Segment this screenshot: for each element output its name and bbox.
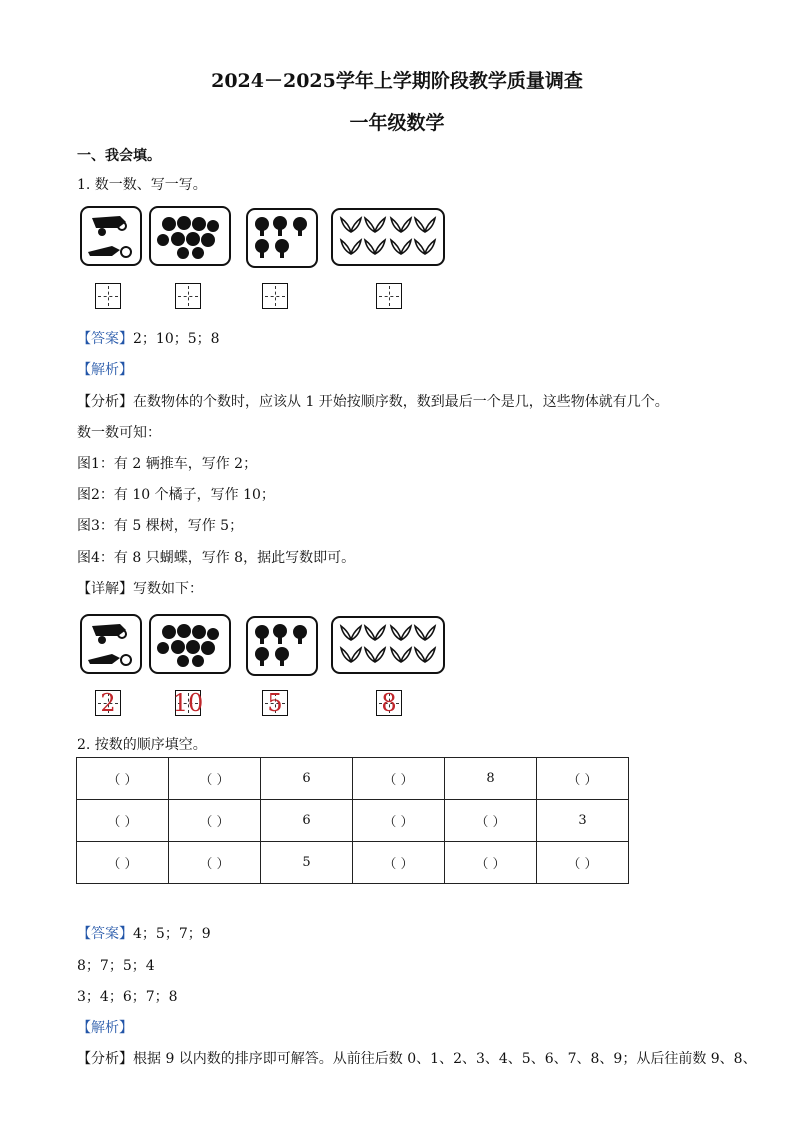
- butterfly-icon: [333, 618, 443, 672]
- writing-grid[interactable]: [262, 283, 288, 309]
- table-cell: 5: [261, 842, 353, 884]
- q1-line: 图3：有 5 棵树，写作 5；: [77, 518, 244, 534]
- q2-answer-line: 8；7；5；4: [77, 958, 155, 974]
- q1-line: 数一数可知：: [77, 425, 161, 441]
- q2-answer-line: 3；4；6；7；8: [77, 989, 178, 1005]
- q1-detail: 【详解】写数如下：: [77, 581, 203, 597]
- orange-icon: [151, 208, 229, 264]
- table-cell[interactable]: （ ）: [445, 842, 537, 884]
- filled-number: 10: [172, 689, 204, 717]
- q1-prompt: 1. 数一数、写一写。: [77, 177, 207, 193]
- page-subtitle: 一年级数学: [349, 112, 445, 134]
- page-title: 2024－2025学年上学期阶段教学质量调查: [211, 70, 583, 92]
- q1-line: 图2：有 10 个橘子，写作 10；: [77, 487, 275, 503]
- cart-icon: [82, 616, 140, 672]
- orange-icon: [151, 616, 229, 672]
- table-cell[interactable]: （ ）: [353, 758, 445, 800]
- filled-number: 5: [267, 689, 283, 717]
- filled-grid: [95, 690, 121, 716]
- q1-answer: [77, 328, 220, 348]
- table-cell[interactable]: （ ）: [537, 758, 629, 800]
- tree-icon: [248, 210, 316, 266]
- answer-tag: 【答案】: [77, 331, 133, 347]
- table-cell: 3: [537, 800, 629, 842]
- table-cell[interactable]: （ ）: [353, 800, 445, 842]
- filled-number: 2: [100, 689, 116, 717]
- cart-icon: [82, 208, 140, 264]
- table-cell[interactable]: （ ）: [169, 758, 261, 800]
- table-row: [77, 842, 629, 884]
- table-cell[interactable]: （ ）: [353, 842, 445, 884]
- table-cell[interactable]: （ ）: [77, 800, 169, 842]
- butterfly-picture: [331, 616, 445, 674]
- table-cell: 8: [445, 758, 537, 800]
- cart-picture: [80, 206, 142, 266]
- filled-grid: [262, 690, 288, 716]
- butterfly-picture: [331, 208, 445, 266]
- table-row: [77, 758, 629, 800]
- q1-analysis-tag: 【解析】: [77, 362, 133, 378]
- table-cell[interactable]: （ ）: [169, 842, 261, 884]
- table-cell: 6: [261, 800, 353, 842]
- q2-analysis-tag: 【解析】: [77, 1020, 133, 1036]
- filled-number: 8: [381, 689, 397, 717]
- table-cell: 6: [261, 758, 353, 800]
- sequence-table: [76, 757, 629, 884]
- tree-picture: [246, 616, 318, 676]
- table-cell[interactable]: （ ）: [445, 800, 537, 842]
- q2-analysis-line: 【分析】根据 9 以内数的排序即可解答。从前往后数 0、1、2、3、4、5、6、7、8、9；从后往前数 9、8、: [77, 1051, 757, 1067]
- q2-answer: [77, 923, 211, 943]
- q1-line: 图1：有 2 辆推车，写作 2；: [77, 456, 258, 472]
- writing-grid[interactable]: [376, 283, 402, 309]
- writing-grid[interactable]: [95, 283, 121, 309]
- writing-grid[interactable]: [175, 283, 201, 309]
- cart-picture: [80, 614, 142, 674]
- answer-tag: 【答案】: [77, 926, 133, 942]
- answer-text: 4；5；7；9: [133, 926, 211, 942]
- q2-prompt: 2. 按数的顺序填空。: [77, 737, 207, 753]
- orange-picture: [149, 206, 231, 266]
- filled-grid: [172, 689, 204, 717]
- butterfly-icon: [333, 210, 443, 264]
- q1-line: 图4：有 8 只蝴蝶，写作 8，据此写数即可。: [77, 550, 356, 566]
- orange-picture: [149, 614, 231, 674]
- tree-picture: [246, 208, 318, 268]
- table-row: [77, 800, 629, 842]
- table-cell[interactable]: （ ）: [537, 842, 629, 884]
- answer-text: 2；10；5；8: [133, 331, 220, 347]
- table-cell[interactable]: （ ）: [77, 758, 169, 800]
- table-cell[interactable]: （ ）: [169, 800, 261, 842]
- q1-analysis-line: 【分析】在数物体的个数时，应该从 1 开始按顺序数，数到最后一个是几，这些物体就有几个。: [77, 394, 669, 410]
- section-heading: 一、我会填。: [77, 148, 161, 164]
- table-cell[interactable]: （ ）: [77, 842, 169, 884]
- tree-icon: [248, 618, 316, 674]
- filled-grid: [376, 690, 402, 716]
